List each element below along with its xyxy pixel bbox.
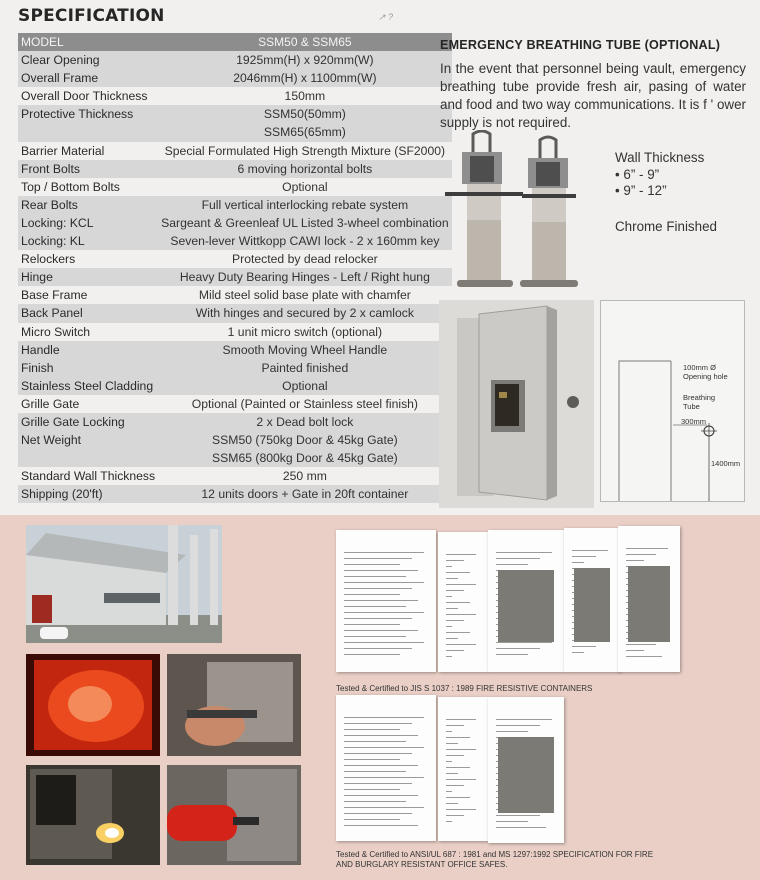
- spec-header-row: [18, 33, 452, 51]
- certificate-document: [564, 528, 620, 672]
- spec-value-line: Mild steel solid base plate with chamfer: [198, 288, 411, 303]
- spec-value: [158, 467, 451, 485]
- spec-value-line: 2 x Dead bolt lock: [256, 414, 354, 429]
- spec-label: Grille Gate: [18, 395, 158, 413]
- spec-label: Protective Thickness: [18, 105, 158, 141]
- spec-value: [158, 250, 451, 268]
- spec-label: Locking: KCL: [18, 214, 158, 232]
- certificate-document: [488, 530, 564, 672]
- spec-value-line: Optional: [282, 179, 328, 194]
- certificate-document: [336, 695, 436, 841]
- spec-value-line: SSM50 (750kg Door & 45kg Gate): [212, 433, 398, 448]
- spec-value: [158, 413, 451, 431]
- spec-table: [18, 33, 452, 503]
- spec-label: Stainless Steel Cladding: [18, 377, 158, 395]
- spec-label: Handle: [18, 341, 158, 359]
- ebt-title: EMERGENCY BREATHING TUBE (OPTIONAL): [440, 38, 721, 52]
- spec-value: [158, 87, 451, 105]
- certificate-document: [618, 526, 680, 672]
- spec-title: SPECIFICATION: [18, 6, 165, 26]
- spec-row: [18, 286, 452, 304]
- spec-value: [158, 431, 451, 467]
- certificate-document: [336, 530, 436, 672]
- spec-value-line: 6 moving horizontal bolts: [237, 161, 373, 176]
- breathing-tube-illustration: [440, 130, 590, 295]
- spec-label: Net Weight: [18, 431, 158, 467]
- spec-row: [18, 196, 452, 214]
- spec-value-line: SSM65(65mm): [263, 125, 346, 140]
- spec-row: [18, 232, 452, 250]
- spec-value: [158, 178, 451, 196]
- spec-label: Clear Opening: [18, 51, 158, 69]
- spec-row: [18, 178, 452, 196]
- spec-value: [158, 341, 451, 359]
- spec-row: [18, 51, 452, 69]
- spec-row: [18, 268, 452, 286]
- spec-value: [158, 160, 451, 178]
- spec-value: [158, 359, 451, 377]
- spec-value-line: 250 mm: [282, 469, 327, 484]
- fire-test-photo: [26, 654, 160, 756]
- spec-label: Rear Bolts: [18, 196, 158, 214]
- spec-label: Barrier Material: [18, 142, 158, 160]
- spec-header-value: SSM50 & SSM65: [158, 33, 451, 51]
- spec-value: [158, 377, 451, 395]
- spec-value-line: Optional: [282, 378, 328, 393]
- breathing-tube-right: [520, 137, 578, 287]
- spec-value: [158, 69, 451, 87]
- spec-row: [18, 69, 452, 87]
- spec-value-line: With hinges and secured by 2 x camlock: [195, 306, 414, 321]
- spec-label: Overall Door Thickness: [18, 87, 158, 105]
- spec-label: Shipping (20'ft): [18, 485, 158, 503]
- spec-row: [18, 214, 452, 232]
- spec-row: [18, 431, 452, 467]
- spec-value: [158, 196, 451, 214]
- spec-label: Relockers: [18, 250, 158, 268]
- spec-row: [18, 304, 452, 322]
- spec-value-line: Special Formulated High Strength Mixture (SF2000): [164, 143, 446, 158]
- installation-diagram: [600, 300, 745, 502]
- wall-thickness-item: • 6” - 9”: [615, 166, 660, 182]
- spec-label: Grille Gate Locking: [18, 413, 158, 431]
- spec-value-line: 2046mm(H) x 1100mm(W): [233, 71, 377, 86]
- certificate-document: [438, 697, 488, 841]
- spec-value: [158, 232, 451, 250]
- spec-label: Top / Bottom Bolts: [18, 178, 158, 196]
- spec-label: Front Bolts: [18, 160, 158, 178]
- spec-value-line: Smooth Moving Wheel Handle: [222, 342, 388, 357]
- spec-value: [158, 105, 451, 141]
- spec-row: [18, 105, 452, 141]
- vertical-dimension: 1400mm: [711, 459, 741, 468]
- spec-value: [158, 268, 451, 286]
- spec-label: Base Frame: [18, 286, 158, 304]
- spec-row: [18, 87, 452, 105]
- finish-note: Chrome Finished: [615, 219, 717, 234]
- torch-test-photo: [26, 765, 160, 865]
- spec-value-line: SSM65 (800kg Door & 45kg Gate): [212, 451, 398, 466]
- spec-row: [18, 413, 452, 431]
- spec-value: [158, 51, 451, 69]
- spec-value-line: 1 unit micro switch (optional): [227, 324, 383, 339]
- wall-thickness-block: [615, 150, 704, 200]
- wall-thickness-item: • 9” - 12”: [615, 183, 667, 198]
- certificate-caption-ansi: Tested & Certified to ANSI/UL 687 : 1981 and MS 1297:1992 SPECIFICATION FOR FIRE AND BURGLARY RESISTANT OFFICE SAFES.: [336, 850, 654, 869]
- spec-label: Locking: KL: [18, 232, 158, 250]
- spec-value-line: 1925mm(H) x 920mm(W): [236, 53, 374, 68]
- spec-value: [158, 286, 451, 304]
- certificate-document: [438, 532, 488, 672]
- spec-value-line: Protected by dead relocker: [232, 252, 378, 267]
- spec-label: Finish: [18, 359, 158, 377]
- vault-door-photo: [439, 300, 594, 508]
- spec-value: [158, 323, 451, 341]
- wall-thickness-title: Wall Thickness: [615, 150, 705, 165]
- spec-value-line: 12 units doors + Gate in 20ft container: [201, 487, 409, 502]
- spec-row: [18, 160, 452, 178]
- spec-row: [18, 323, 452, 341]
- spec-label: Standard Wall Thickness: [18, 467, 158, 485]
- spec-label: Overall Frame: [18, 69, 158, 87]
- spec-row: [18, 341, 452, 359]
- ebt-description: In the event that personnel being vault, emergency breathing tube provide fresh air, pasing of water and food and two way communications. It is f ' ower supply is not required.: [440, 61, 746, 130]
- spec-value-line: Full vertical interlocking rebate system: [201, 197, 409, 212]
- horizontal-dimension: 300mm: [681, 417, 707, 426]
- breathing-tube-left: [445, 131, 523, 287]
- spec-label: Back Panel: [18, 304, 158, 322]
- spec-value: [158, 485, 451, 503]
- spec-label: Hinge: [18, 268, 158, 286]
- spec-row: [18, 142, 452, 160]
- spec-value: [158, 395, 451, 413]
- drill-test-photo: [167, 654, 301, 756]
- spec-value-line: Seven-lever Wittkopp CAWI lock - 2 x 160mm key: [170, 234, 440, 249]
- spec-value-line: Heavy Duty Bearing Hinges - Left / Right hung: [179, 270, 430, 285]
- certificate-caption-jis: Tested & Certified to JIS S 1037 : 1989 FIRE RESISTIVE CONTAINERS: [336, 684, 593, 693]
- spec-value-line: SSM50(50mm): [263, 107, 346, 122]
- spec-value-line: Sargeant & Greenleaf UL Listed 3-wheel combination: [161, 215, 449, 230]
- spec-value-line: Painted finished: [261, 360, 349, 375]
- spec-row: [18, 377, 452, 395]
- cutting-test-photo: [167, 765, 301, 865]
- spec-row: [18, 395, 452, 413]
- breathing-tube-label: Breathing Tube: [683, 393, 716, 411]
- spec-value-line: Optional (Painted or Stainless steel finish): [191, 396, 418, 411]
- spec-row: [18, 359, 452, 377]
- spec-value-line: 150mm: [284, 89, 326, 104]
- opening-hole-label: 100mm Ø Opening hole: [683, 363, 728, 381]
- spec-value: [158, 214, 451, 232]
- spec-row: [18, 485, 452, 503]
- scribble-mark: ↗ ?: [378, 12, 394, 22]
- spec-value: [158, 142, 451, 160]
- spec-value: [158, 304, 451, 322]
- spec-row: [18, 250, 452, 268]
- spec-label: Micro Switch: [18, 323, 158, 341]
- spec-row: [18, 467, 452, 485]
- certificate-document: [488, 697, 564, 843]
- spec-header-label: MODEL: [18, 33, 158, 51]
- factory-building-photo: [26, 525, 222, 643]
